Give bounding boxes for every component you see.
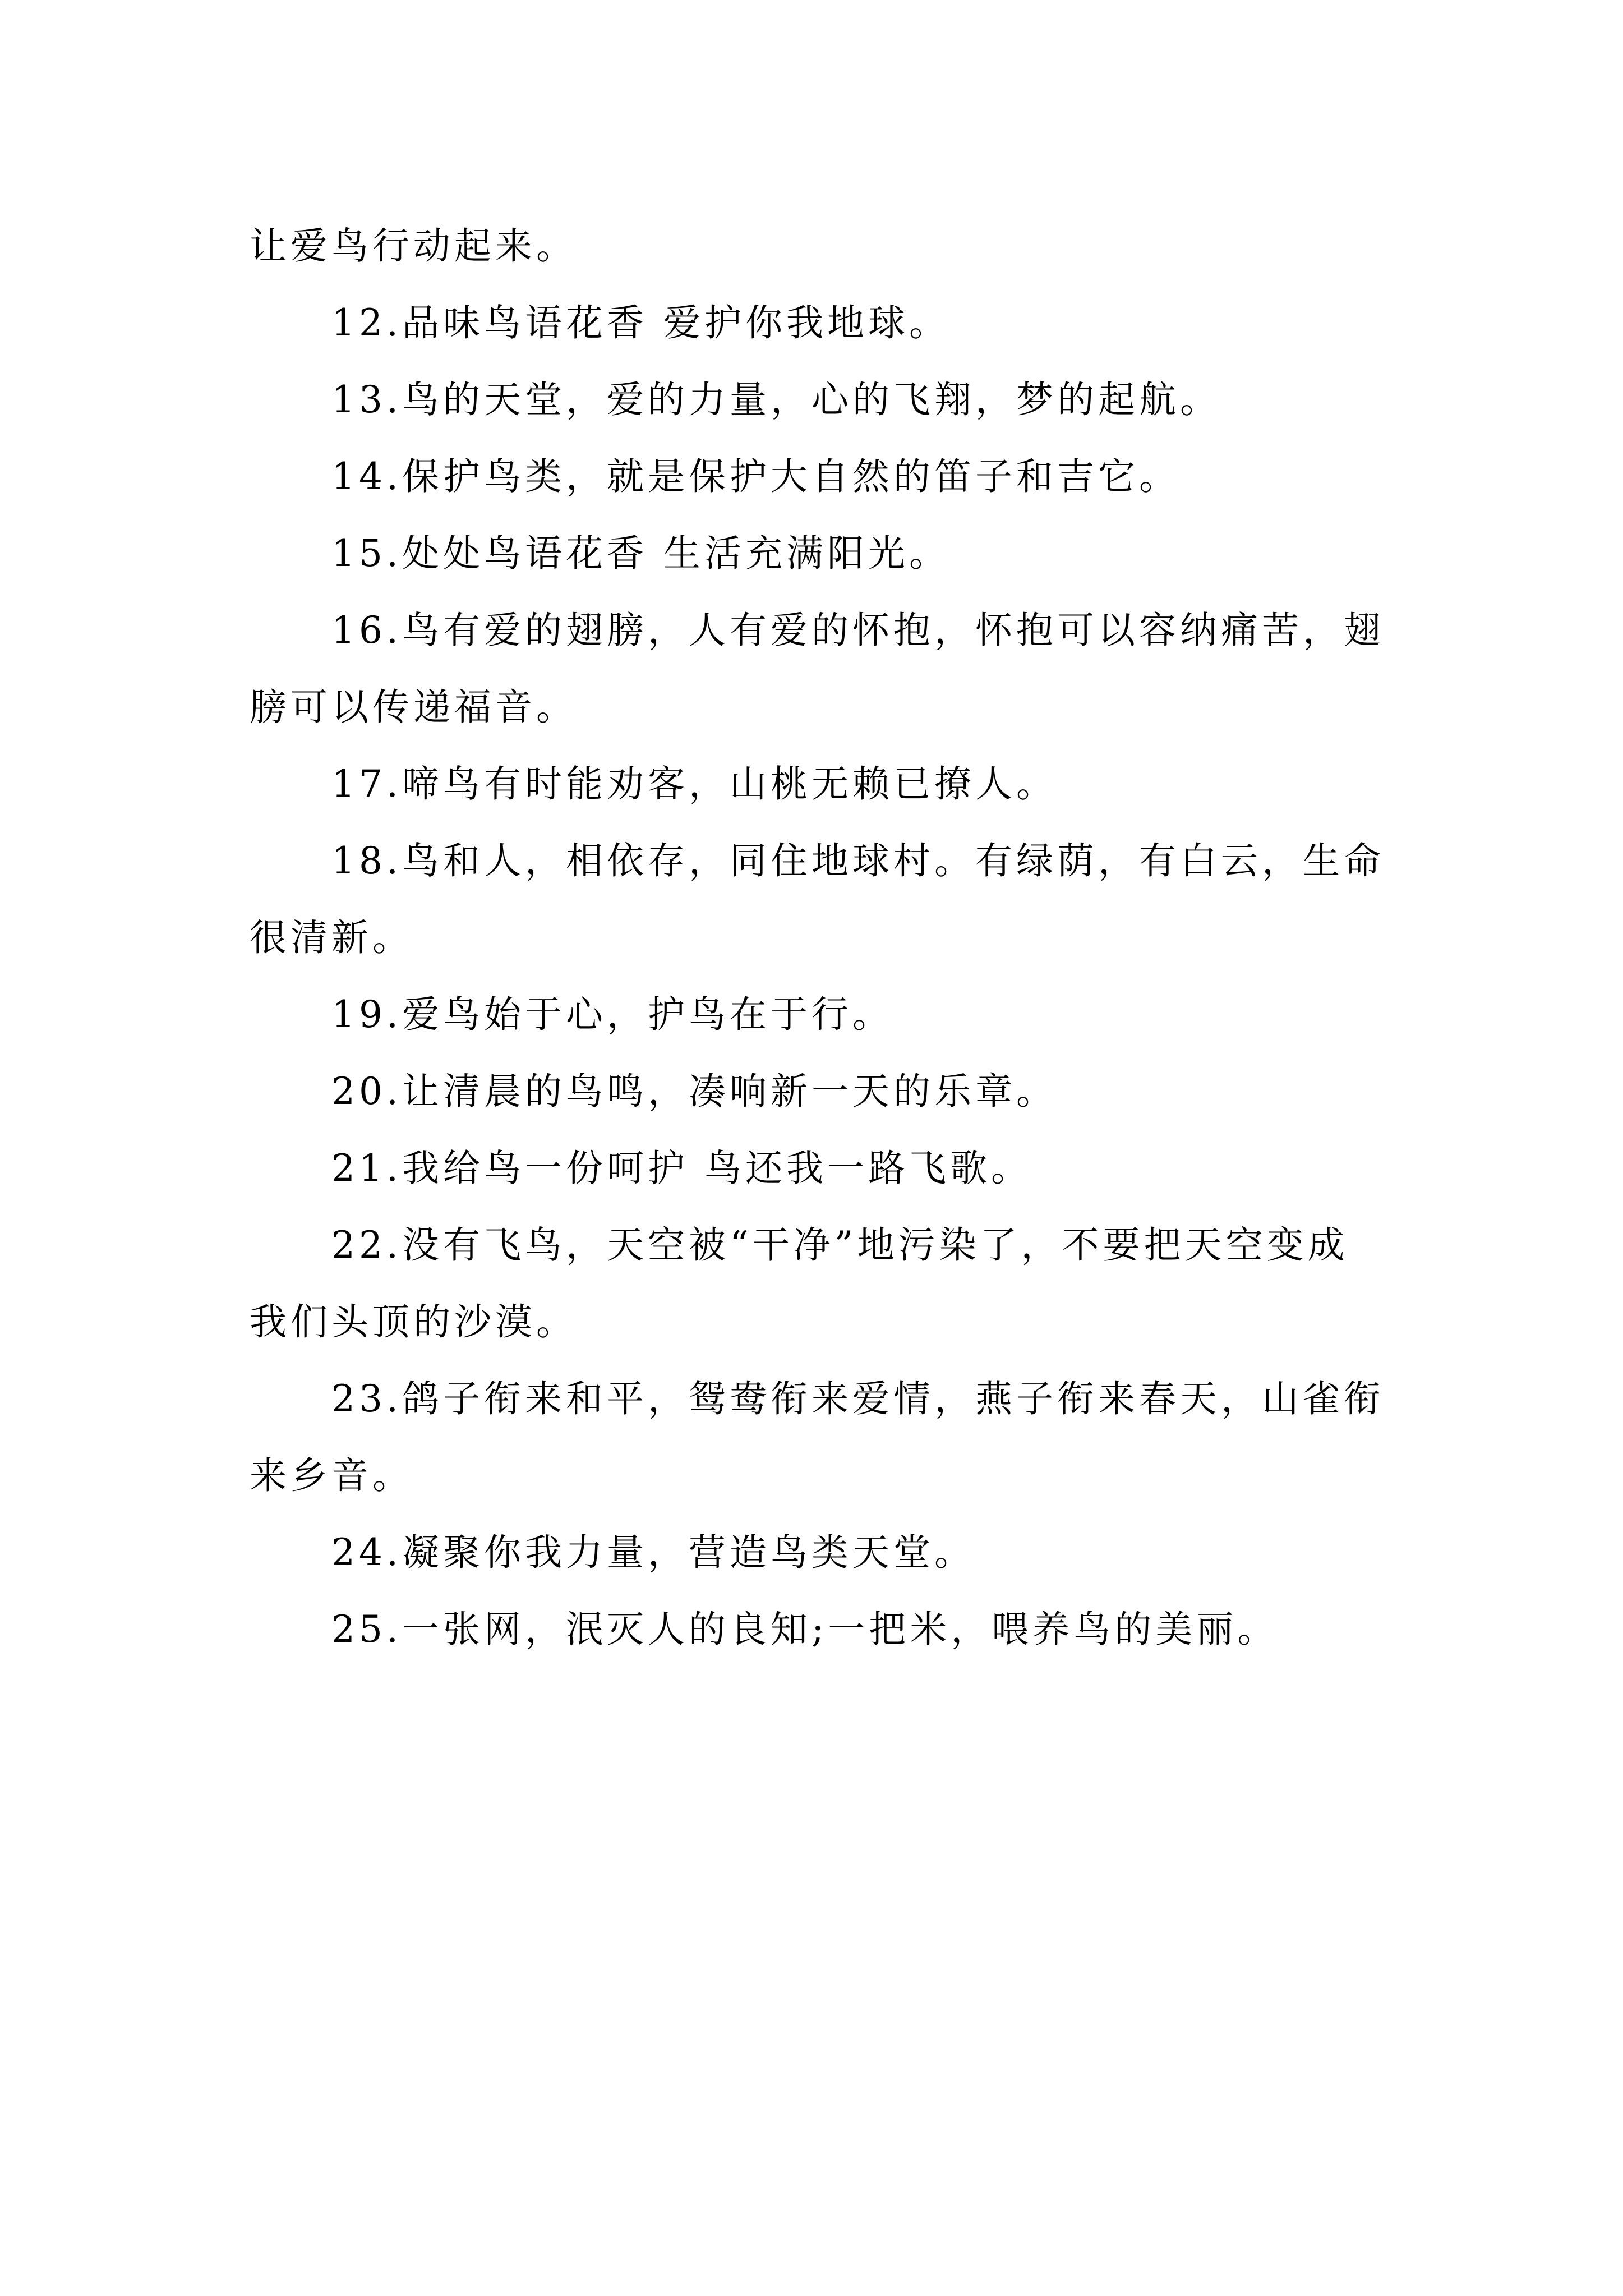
paragraph: 23.鸽子衔来和平，鸳鸯衔来爱情，燕子衔来春天，山雀衔来乡音。 [250,1377,1385,1497]
paragraph: 21.我给鸟一份呵护 鸟还我一路飞歌。 [331,1147,1032,1190]
paragraph: 20.让清晨的鸟鸣，凑响新一天的乐章。 [331,1070,1057,1113]
paragraph: 18.鸟和人，相依存，同住地球村。有绿荫，有白云，生命很清新。 [250,839,1385,959]
document-body [250,208,1385,1668]
paragraph: 17.啼鸟有时能劝客，山桃无赖已撩人。 [331,762,1057,806]
paragraph: 22.没有飞鸟，天空被“干净”地污染了，不要把天空变成我们头顶的沙漠。 [250,1223,1349,1343]
paragraph: 14.保护鸟类，就是保护大自然的笛子和吉它。 [331,455,1180,498]
paragraph: 19.爱鸟始于心，护鸟在于行。 [331,993,893,1036]
paragraph: 13.鸟的天堂，爱的力量，心的飞翔，梦的起航。 [331,378,1221,421]
paragraph: 15.处处鸟语花香 生活充满阳光。 [331,532,950,575]
paragraph: 24.凝聚你我力量，营造鸟类天堂。 [331,1531,975,1574]
paragraph: 12.品味鸟语花香 爱护你我地球。 [331,301,950,344]
paragraph: 16.鸟有爱的翅膀，人有爱的怀抱，怀抱可以容纳痛苦，翅膀可以传递福音。 [250,609,1385,729]
paragraph: 25.一张网，泯灭人的良知;一把米，喂养鸟的美丽。 [331,1608,1279,1651]
paragraph: 让爱鸟行动起来。 [250,224,577,268]
